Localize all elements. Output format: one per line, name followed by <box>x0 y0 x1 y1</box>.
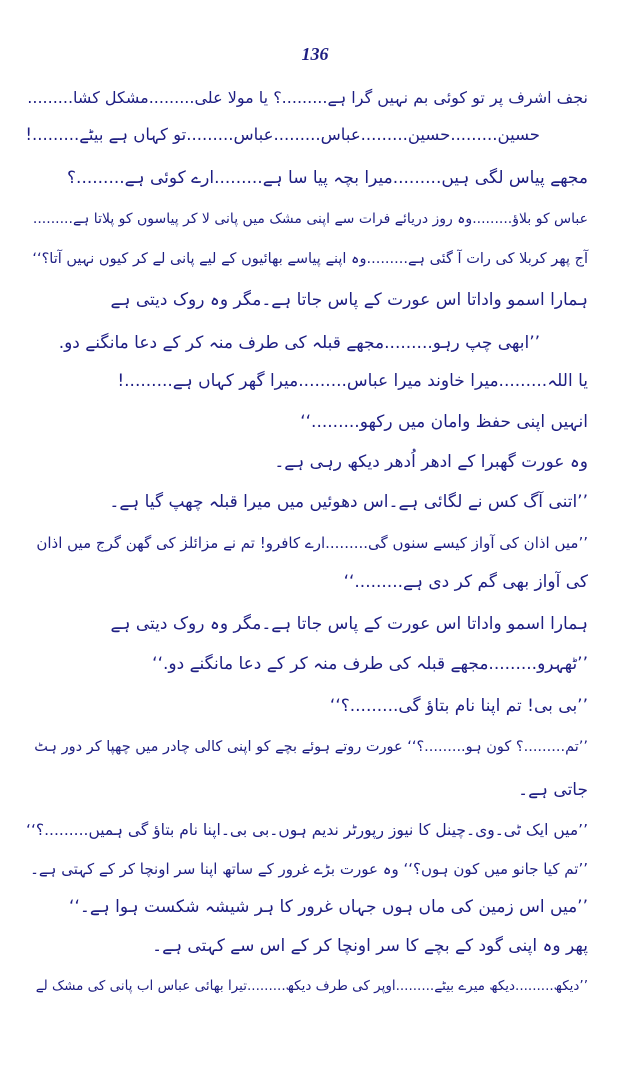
text-line-3: مجھے پیاس لگی ہیں.........میرا بچہ پیا سا ہے.........ارے کوئی ہے.........؟ <box>67 168 588 188</box>
text-line-16: ’’بی بی! تم اپنا نام بتاؤ گی.........؟‘‘ <box>329 696 588 716</box>
text-line-15: ’’ٹھہرو.........مجھے قبلہ کی طرف منہ کر کے دعا مانگنے دو.‘‘ <box>152 654 588 674</box>
text-line-21: ’’میں اس زمین کی ماں ہوں جہاں غرور کا ہر شیشہ شکست ہوا ہے۔‘‘ <box>69 897 588 917</box>
text-line-23: ’’دیکھ.........دیکھ میرے بیٹے.........اوپر کی طرف دیکھ.........تیرا بھائی عباس اب پانی کی مشک لے <box>35 978 588 994</box>
text-line-6: ہمارا اسمو واداتا اس عورت کے پاس جاتا ہے۔مگر وہ روک دیتی ہے <box>110 290 588 310</box>
text-line-10: وہ عورت گھبرا کے ادھر اُدھر دیکھ رہی ہے۔ <box>274 452 588 472</box>
text-line-13: کی آواز بھی گم کر دی ہے.........‘‘ <box>343 572 588 592</box>
page-number: 136 <box>301 44 329 64</box>
text-line-11: ’’اتنی آگ کس نے لگائی ہے۔اس دھوئیں میں میرا قبلہ چھپ گیا ہے۔ <box>109 492 588 512</box>
text-line-2: حسین.........حسین.........عباس.........عباس.........تو کہاں ہے بیٹے.........! <box>25 125 540 144</box>
text-line-18: جاتی ہے۔ <box>518 780 588 800</box>
text-line-19: ’’میں ایک ٹی۔وی۔چینل کا نیوز رپورٹر ندیم ہوں۔بی بی۔اپنا نام بتاؤ گی ہمیں.........؟‘‘ <box>26 821 588 839</box>
text-line-1: نجف اشرف پر تو کوئی بم نہیں گرا ہے.........؟ یا مولا علی.........مشکل کشا......... <box>27 88 588 107</box>
text-line-9: انہیں اپنی حفظ وامان میں رکھو.........‘‘ <box>300 412 588 432</box>
text-line-4: عباس کو بلاؤ.........وہ روز دریائے فرات سے اپنی مشک میں پانی لا کر پیاسوں کو پلاتا ہے......... <box>32 211 588 227</box>
text-line-8: یا اللہ.........میرا خاوند میرا عباس.........میرا گھر کہاں ہے.........! <box>117 371 588 391</box>
text-line-7: ’’ابھی چپ رہو.........مجھے قبلہ کی طرف منہ کر کے دعا مانگنے دو. <box>58 333 540 353</box>
text-line-14: ہمارا اسمو واداتا اس عورت کے پاس جاتا ہے۔مگر وہ روک دیتی ہے <box>110 614 588 634</box>
text-line-12: ’’میں اذان کی آواز کیسے سنوں گی.........ارے کافرو! تم نے مزائلز کی گھن گرج میں اذان <box>36 534 588 552</box>
text-line-20: ’’تم کیا جانو میں کون ہوں؟‘‘ وہ عورت بڑے غرور کے ساتھ اپنا سر اونچا کر کے کہتی ہے۔ <box>30 860 588 878</box>
text-line-17: ’’تم.........؟ کون ہو.........؟‘‘ عورت روتے ہوئے بچے کو اپنی کالی چادر میں چھپا کر دور ہٹ <box>34 739 588 755</box>
text-line-22: پھر وہ اپنی گود کے بچے کا سر اونچا کر کے اس سے کہتی ہے۔ <box>152 936 588 956</box>
text-line-5: آج پھر کربلا کی رات آ گئی ہے.........وہ اپنے پیاسے بھائیوں کے لیے پانی لے کر کیوں نہیں آتا؟‘‘ <box>32 251 588 267</box>
